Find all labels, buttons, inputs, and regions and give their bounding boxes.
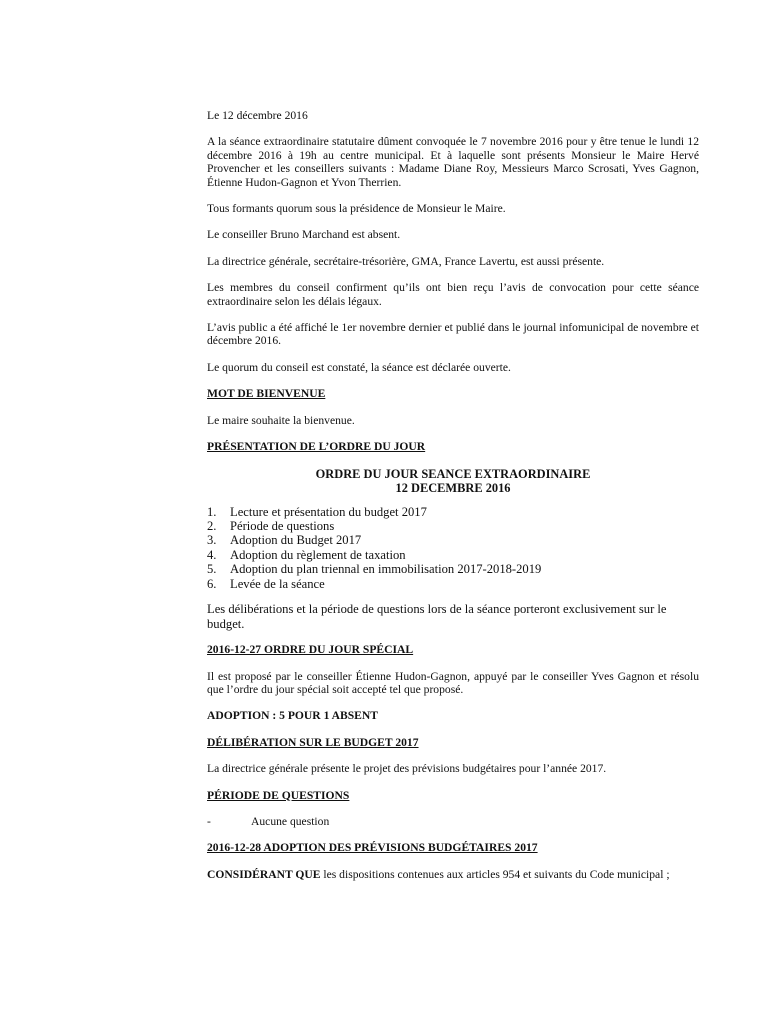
considerant-text: les dispositions contenues aux articles 954 et suivants du Code municipal ; bbox=[320, 867, 670, 881]
considerant-paragraph bbox=[207, 868, 699, 881]
considerant-label: CONSIDÉRANT QUE bbox=[207, 867, 321, 881]
agenda-item-text: Adoption du règlement de taxation bbox=[230, 547, 406, 562]
dash-bullet: - bbox=[207, 814, 211, 828]
resolution-27-adoption: ADOPTION : 5 POUR 1 ABSENT bbox=[207, 709, 379, 723]
bienvenue-text: Le maire souhaite la bienvenue. bbox=[207, 413, 355, 427]
document-body bbox=[207, 109, 699, 881]
agenda-item-text: Adoption du Budget 2017 bbox=[230, 533, 362, 548]
resolution-28-heading: 2016-12-28 ADOPTION DES PRÉVISIONS BUDGÉTAIRES 2017 bbox=[207, 841, 538, 855]
agenda-item bbox=[207, 505, 699, 519]
agenda-note: Les délibérations et la période de questions lors de la séance porteront exclusivement sur le budget. bbox=[207, 601, 667, 631]
agenda-item-text: Lecture et présentation du budget 2017 bbox=[230, 504, 427, 519]
quorum-presidence: Tous formants quorum sous la présidence de Monsieur le Maire. bbox=[207, 202, 506, 216]
agenda-list bbox=[207, 505, 699, 591]
deliberation-text: La directrice générale présente le projet des prévisions budgétaires pour l’année 2017. bbox=[207, 762, 607, 776]
agenda-item bbox=[207, 519, 699, 533]
resolution-27-text: Il est proposé par le conseiller Étienne Hudon-Gagnon, appuyé par le conseiller Yves Gagnon et résolu que l’ordre du jour spécial soit accepté tel que proposé. bbox=[207, 669, 699, 696]
agenda-item bbox=[207, 577, 699, 591]
agenda-item-number: 6. bbox=[207, 576, 217, 591]
agenda-item-number: 3. bbox=[207, 533, 217, 548]
agenda-item bbox=[207, 562, 699, 576]
intro-paragraph: A la séance extraordinaire statutaire dûment convoquée le 7 novembre 2016 pour y être tenue le lundi 12 décembre 2016 à 19h au centre municipal. Et à laquelle sont présents Monsieur le Maire Hervé Provencher et les conseillers suivants : Madame Diane Roy, Messieurs Marco Scrosati, Yves Gagnon, Étienne Hudon-Gagnon et Yvon Therrien. bbox=[207, 135, 699, 189]
agenda-item bbox=[207, 548, 699, 562]
questions-item bbox=[207, 815, 699, 828]
agenda-title-line-2: 12 DECEMBRE 2016 bbox=[395, 480, 511, 495]
agenda-item-number: 5. bbox=[207, 562, 217, 577]
deliberation-heading: DÉLIBÉRATION SUR LE BUDGET 2017 bbox=[207, 735, 419, 749]
agenda-title-line-1: ORDRE DU JOUR SEANCE EXTRAORDINAIRE bbox=[315, 466, 591, 481]
absent-note: Le conseiller Bruno Marchand est absent. bbox=[207, 228, 401, 242]
directrice-paragraph: La directrice générale, secrétaire-trésorière, GMA, France Lavertu, est aussi présente. bbox=[207, 254, 605, 268]
ouverture-paragraph: Le quorum du conseil est constaté, la séance est déclarée ouverte. bbox=[207, 360, 511, 374]
agenda-item-text: Période de questions bbox=[230, 518, 335, 533]
agenda-item bbox=[207, 533, 699, 547]
agenda-item-number: 2. bbox=[207, 518, 217, 533]
questions-item-text: Aucune question bbox=[251, 814, 330, 828]
convocation-paragraph: Les membres du conseil confirment qu’ils ont bien reçu l’avis de convocation pour cette séance extraordinaire selon les délais légaux. bbox=[207, 281, 699, 308]
agenda-title bbox=[207, 467, 699, 495]
agenda-item-text: Adoption du plan triennal en immobilisation 2017-2018-2019 bbox=[230, 562, 542, 577]
presentation-heading: PRÉSENTATION DE L’ORDRE DU JOUR bbox=[207, 440, 426, 454]
questions-heading: PÉRIODE DE QUESTIONS bbox=[207, 788, 350, 802]
agenda-item-text: Levée de la séance bbox=[230, 576, 325, 591]
agenda-item-number: 4. bbox=[207, 547, 217, 562]
bienvenue-heading: MOT DE BIENVENUE bbox=[207, 387, 326, 401]
resolution-27-heading: 2016-12-27 ORDRE DU JOUR SPÉCIAL bbox=[207, 643, 414, 657]
avis-public-paragraph: L’avis public a été affiché le 1er novembre dernier et publié dans le journal infomunicipal de novembre et décembre 2016. bbox=[207, 321, 699, 348]
agenda-item-number: 1. bbox=[207, 504, 217, 519]
date-line: Le 12 décembre 2016 bbox=[207, 109, 308, 122]
